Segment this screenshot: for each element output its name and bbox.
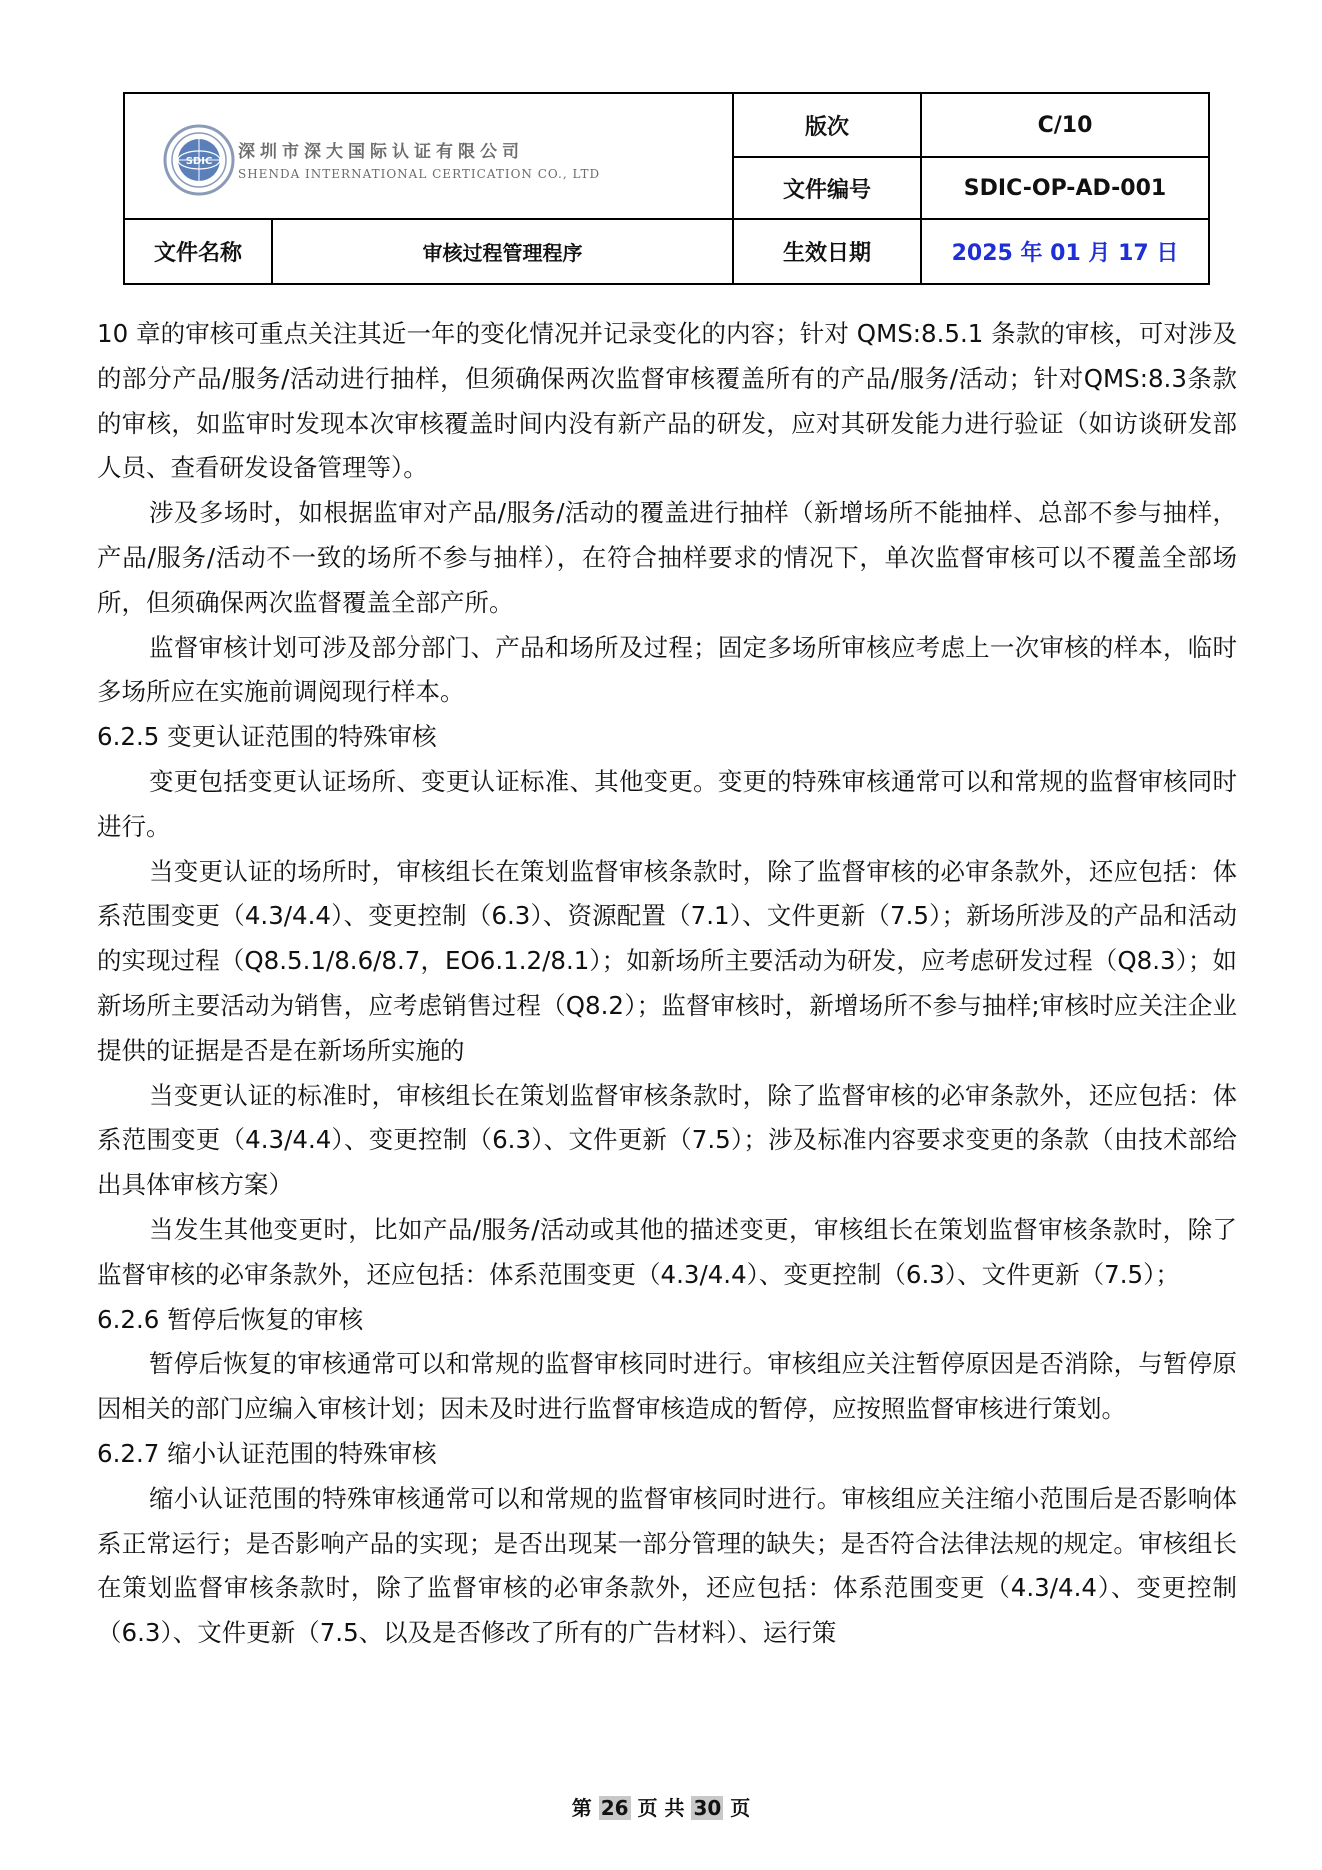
version-value: C/10 xyxy=(1037,112,1093,138)
logo-text: SDIC xyxy=(185,156,213,167)
company-name-en: SHENDA INTERNATIONAL CERTICATION CO., LTD xyxy=(238,167,601,181)
doc-number-value: SDIC-OP-AD-001 xyxy=(963,175,1167,201)
company-logo xyxy=(125,94,734,220)
paragraph: 暂停后恢复的审核通常可以和常规的监督审核同时进行。审核组应关注暂停原因是否消除，与暂停原因相关的部门应编入审核计划；因未及时进行监督审核造成的暂停，应按照监督审核进行策划。 xyxy=(97,1349,1237,1424)
total-pages-number: 30 xyxy=(693,1796,722,1820)
section-heading: 6.2.6 暂停后恢复的审核 xyxy=(97,1304,364,1334)
page-footer xyxy=(0,1792,1322,1821)
paragraph: 缩小认证范围的特殊审核通常可以和常规的监督审核同时进行。审核组应关注缩小范围后是否影响体系正常运行；是否影响产品的实现；是否出现某一部分管理的缺失；是否符合法律法规的规定。审核组长在策划监督审核条款时，除了监督审核的必审条款外，还应包括：体系范围变更（4.3/4.4）、变更控制（6.3）、文件更新（7.5、以及是否修改了所有的广告材料）、运行策 xyxy=(97,1483,1237,1648)
sdic-logo-icon xyxy=(163,124,235,196)
document-body xyxy=(97,312,1237,1656)
paragraph: 当发生其他变更时，比如产品/服务/活动或其他的描述变更，审核组长在策划监督审核条款时，除了监督审核的必审条款外，还应包括：体系范围变更（4.3/4.4）、变更控制（6.3）、文件更新（7.5）； xyxy=(97,1214,1237,1289)
paragraph: 变更包括变更认证场所、变更认证标准、其他变更。变更的特殊审核通常可以和常规的监督审核同时进行。 xyxy=(97,766,1237,841)
paragraph: 当变更认证的场所时，审核组长在策划监督审核条款时，除了监督审核的必审条款外，还应包括：体系范围变更（4.3/4.4）、变更控制（6.3）、资源配置（7.1）、文件更新（7.5）；新场所涉及的产品和活动的实现过程（Q8.5.1/8.6/8.7，EO6.1.2/8.1）；如新场所主要活动为研发，应考虑研发过程（Q8.3）；如新场所主要活动为销售，应考虑销售过程（Q8.2）；监督审核时，新增场所不参与抽样;审核时应关注企业提供的证据是否是在新场所实施的 xyxy=(97,856,1237,1065)
section-heading: 6.2.7 缩小认证范围的特殊审核 xyxy=(97,1438,437,1468)
paragraph: 监督审核计划可涉及部分部门、产品和场所及过程；固定多场所审核应考虑上一次审核的样本，临时多场所应在实施前调阅现行样本。 xyxy=(97,632,1237,707)
current-page-number: 26 xyxy=(600,1796,629,1820)
effective-date-label: 生效日期 xyxy=(782,241,871,266)
paragraph: 涉及多场时，如根据监审对产品/服务/活动的覆盖进行抽样（新增场所不能抽样、总部不参与抽样，产品/服务/活动不一致的场所不参与抽样），在符合抽样要求的情况下，单次监督审核可以不覆盖全部场所，但须确保两次监督覆盖全部产所。 xyxy=(97,498,1237,617)
footer-middle: 页 共 xyxy=(637,1796,685,1820)
doc-name-label: 文件名称 xyxy=(153,241,242,266)
footer-suffix: 页 xyxy=(730,1796,751,1820)
footer-prefix: 第 xyxy=(571,1796,592,1820)
paragraph: 10 章的审核可重点关注其近一年的变化情况并记录变化的内容；针对 QMS:8.5.1 条款的审核，可对涉及的部分产品/服务/活动进行抽样，但须确保两次监督审核覆盖所有的产品/服务/活动；针对QMS:8.3条款的审核，如监审时发现本次审核覆盖时间内没有新产品的研发，应对其研发能力进行验证（如访谈研发部人员、查看研发设备管理等）。 xyxy=(97,319,1237,483)
version-label: 版次 xyxy=(804,114,849,140)
effective-date-value: 2025 年 01 月 17 日 xyxy=(951,241,1179,266)
doc-number-label: 文件编号 xyxy=(782,177,871,203)
doc-name-value: 审核过程管理程序 xyxy=(422,241,583,265)
section-heading: 6.2.5 变更认证范围的特殊审核 xyxy=(97,722,437,752)
company-name-cn: 深圳市深大国际认证有限公司 xyxy=(238,142,524,162)
document-header-table xyxy=(123,92,1210,285)
paragraph: 当变更认证的标准时，审核组长在策划监督审核条款时，除了监督审核的必审条款外，还应包括：体系范围变更（4.3/4.4）、变更控制（6.3）、文件更新（7.5）；涉及标准内容要求变更的条款（由技术部给出具体审核方案） xyxy=(97,1080,1237,1200)
